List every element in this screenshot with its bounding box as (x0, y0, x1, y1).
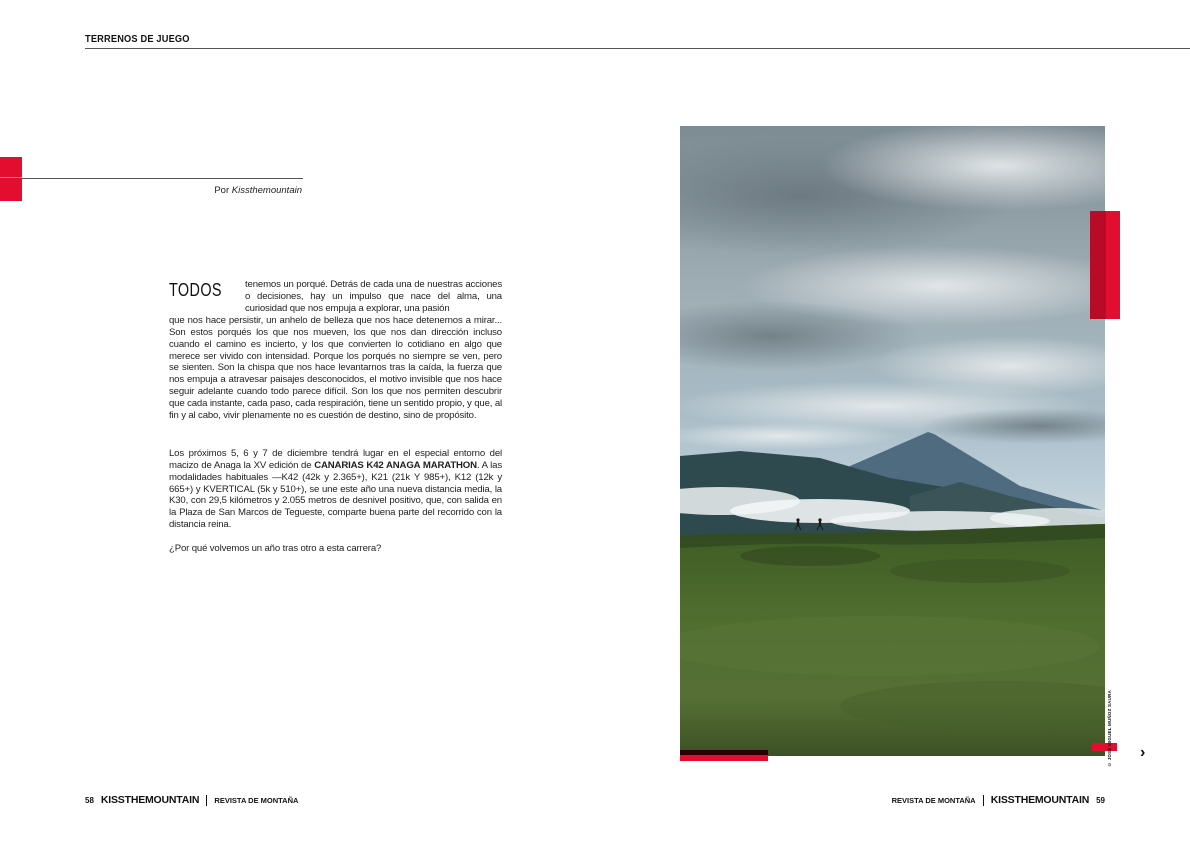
byline-prefix: Por (214, 185, 230, 196)
footer-right (892, 794, 1105, 806)
landscape-photo (680, 126, 1105, 756)
byline-rule (22, 178, 303, 179)
footer-separator-right (983, 795, 984, 806)
footer-brand-left: KISSTHEMOUNTAIN (100, 794, 200, 806)
chevron-right-icon[interactable]: › (1140, 744, 1146, 761)
byline (150, 185, 302, 196)
header-rule (85, 48, 1190, 49)
red-accent-bar-right-shade (1090, 211, 1106, 319)
race-name: CANARIAS K42 ANAGA MARATHON (314, 459, 477, 471)
red-accent-tab-left (0, 157, 22, 201)
section-label: TERRENOS DE JUEGO (85, 33, 190, 45)
page-number-left: 58 (85, 795, 94, 805)
article-paragraph-1-lead: tenemos un porqué. Detrás de cada una de nuestras acciones o decisiones, hay un impulso que nace del alma, una curiosidad que nos empuja a explorar, una pasión (245, 279, 502, 314)
photo-credit: © JOSÉ MIGUEL MUÑOZ SAURA (1107, 690, 1112, 767)
footer-magazine-left: REVISTA DE MONTAÑA (214, 795, 299, 805)
footer-left (85, 794, 298, 806)
paragraph-2-intro: Los próximos 5, 6 y 7 de diciembre tendrá lugar en el especial entorno del macizo de Anaga la XV edición de (169, 448, 502, 471)
footer-brand-right: KISSTHEMOUNTAIN (990, 794, 1090, 806)
red-accent-tab-line (0, 177, 22, 178)
dark-accent-bottom-left (680, 750, 768, 755)
byline-author: Kissthemountain (231, 185, 302, 196)
article-question: ¿Por qué volvemos un año tras otro a esta carrera? (169, 543, 382, 554)
footer-magazine-right: REVISTA DE MONTAÑA (891, 795, 976, 805)
page-number-right: 59 (1096, 795, 1105, 805)
footer-separator-left (206, 795, 207, 806)
red-accent-bottom-right (1092, 743, 1117, 751)
article-paragraph-2 (169, 448, 502, 531)
paragraph-2-details: . A las modalidades habituales —K42 (42k y 2.365+), K21 (21k Y 985+), K12 (12k y 665+) y KVERTICAL (5k y 510+), se une este año una nueva distancia media, la K30, con 29,5 kilómetros y 2.055 metros de desnivel positivo, que, con salida en la Plaza de San Marcos de Tegueste, comparte buena parte del recorrido con la distancia reina. (169, 459, 502, 531)
article-paragraph-1: que nos hace persistir, un anhelo de belleza que nos hace detenernos a mirar... Son estos porqués los que nos mueven, los que nos dan dirección incluso cuando el camino es incierto, y los que convierten lo cotidiano en algo que merece ser vivido con intensidad. Porque los porqués no siempre se ven, pero se sienten. Son la chispa que nos hace levantarnos tras la caída, la fuerza que nos empuja a atravesar paisajes desconocidos, el motivo invisible que nos hace seguir adelante cuando todo parece difícil. Son los que nos permiten descubrir que cada instante, cada paso, cada respiración, tiene un sentido propio, y que, al fin y al cabo, vivir plenamente no es cuestión de destino, sino de propósito. (169, 315, 502, 421)
dropcap-word: TODOS (169, 280, 222, 300)
